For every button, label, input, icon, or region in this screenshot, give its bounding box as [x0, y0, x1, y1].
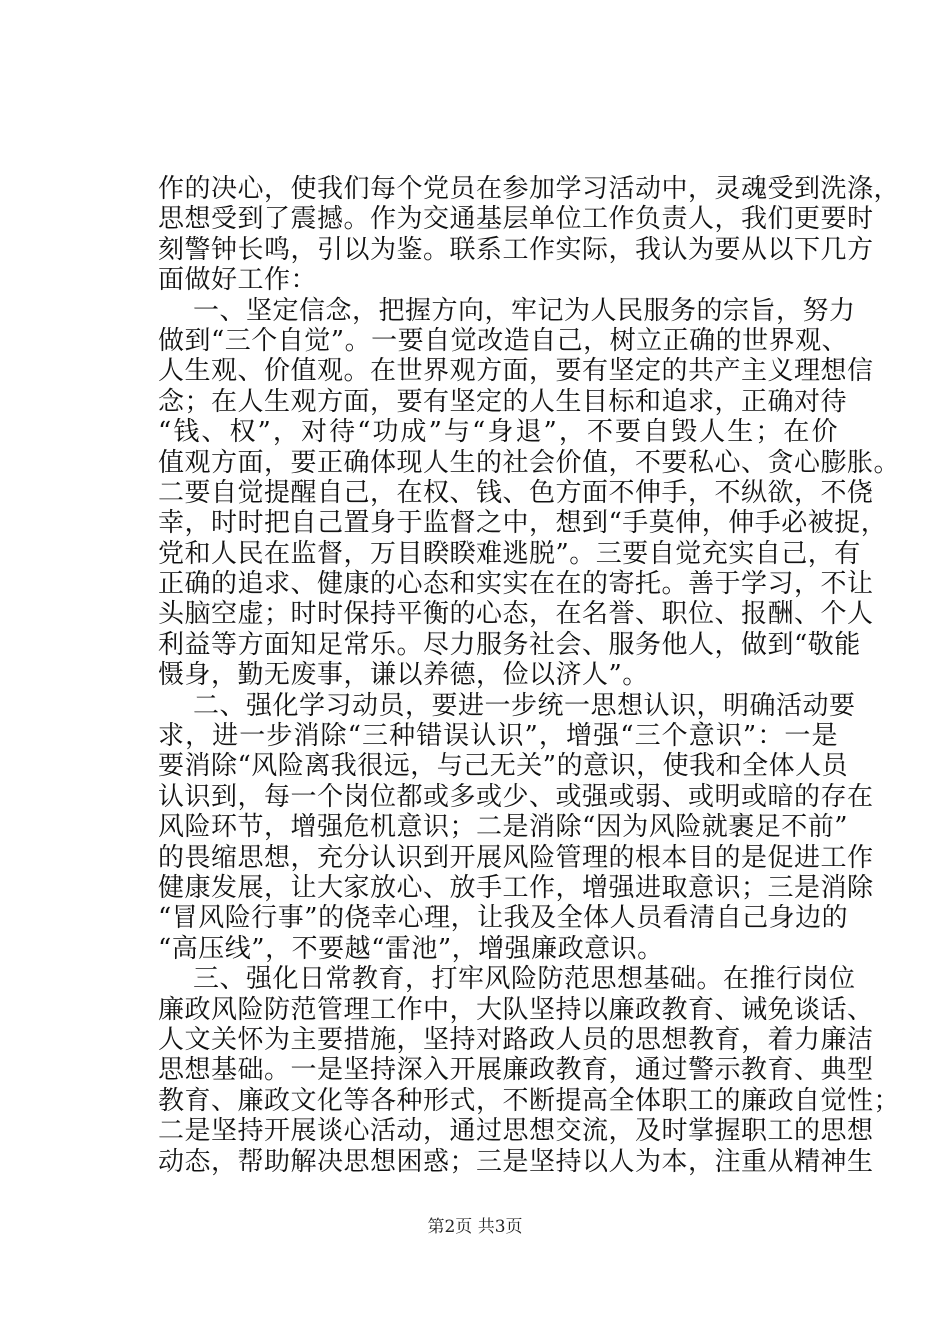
- text-line: 作的决心，使我们每个党员在参加学习活动中，灵魂受到洗涤，: [158, 174, 901, 204]
- text-line: 利益等方面知足常乐。尽力服务社会、服务他人，做到“敬能: [158, 629, 861, 660]
- text-line: 二是坚持开展谈心活动，通过思想交流，及时掌握职工的思想: [158, 1116, 874, 1147]
- text-line: 值观方面，要正确体现人生的社会价值，不要私心、贪心膨胀。: [158, 447, 901, 478]
- text-line: 思想受到了震撼。作为交通基层单位工作负责人，我们更要时: [158, 204, 874, 235]
- text-line: “高压线”，不要越“雷池”，增强廉政意识。: [158, 933, 664, 964]
- text-line: 求，进一步消除“三种错误认识”，增强“三个意识”：一是: [158, 721, 838, 752]
- text-line: 健康发展，让大家放心、放手工作，增强进取意识；三是消除: [158, 872, 874, 903]
- text-line: 要消除“风险离我很远，与己无关”的意识，使我和全体人员: [158, 751, 849, 782]
- text-line: 的畏缩思想，充分认识到开展风险管理的根本目的是促进工作: [158, 842, 874, 873]
- text-line: 教育、廉政文化等各种形式，不断提高全体职工的廉政自觉性；: [158, 1085, 901, 1116]
- text-line: 人文关怀为主要措施，坚持对路政人员的思想教育，着力廉洁: [158, 1024, 874, 1055]
- text-line: “冒风险行事”的侥幸心理，让我及全体人员看清自己身边的: [158, 903, 849, 934]
- text-line: 思想基础。一是坚持深入开展廉政教育，通过警示教育、典型: [158, 1055, 874, 1086]
- text-line: 廉政风险防范管理工作中，大队坚持以廉政教育、诫免谈话、: [158, 994, 874, 1025]
- text-line: 二、强化学习动员，要进一步统一思想认识，明确活动要: [158, 690, 856, 721]
- text-line: 认识到，每一个岗位都或多或少、或强或弱、或明或暗的存在: [158, 781, 874, 812]
- text-line: “钱、权”，对待“功成”与“身退”，不要自毁人生；在价: [158, 417, 838, 448]
- text-line: 三、强化日常教育，打牢风险防范思想基础。在推行岗位: [158, 964, 856, 995]
- page-number-label: 第2页 共3页: [427, 1217, 523, 1237]
- text-line: 正确的追求、健康的心态和实实在在的寄托。善于学习，不让: [158, 569, 874, 600]
- text-line: 党和人民在监督，万目睽睽难逃脱”。三要自觉充实自己，有: [158, 538, 861, 569]
- text-line: 头脑空虚；时时保持平衡的心态，在名誉、职位、报酬、个人: [158, 599, 874, 630]
- text-line: 风险环节，增强危机意识；二是消除“因为风险就裹足不前”: [158, 812, 849, 843]
- text-line: 人生观、价值观。在世界观方面，要有坚定的共产主义理想信: [158, 356, 874, 387]
- text-line: 刻警钟长鸣，引以为鉴。联系工作实际，我认为要从以下几方: [158, 234, 874, 265]
- text-line: 念；在人生观方面，要有坚定的人生目标和追求，正确对待: [158, 386, 848, 417]
- text-line: 一、坚定信念，把握方向，牢记为人民服务的宗旨，努力: [158, 295, 856, 326]
- text-line: 慑身，勤无废事，谦以养德，俭以济人”。: [158, 660, 649, 691]
- document-body: [158, 174, 901, 1177]
- text-line: 幸，时时把自己置身于监督之中，想到“手莫伸，伸手必被捉，: [158, 508, 888, 539]
- text-line: 做到“三个自觉”。一要自觉改造自己，树立正确的世界观、: [158, 325, 849, 356]
- text-line: 二要自觉提醒自己，在权、钱、色方面不伸手，不纵欲，不侥: [158, 477, 874, 508]
- text-line: 动态，帮助解决思想困惑；三是坚持以人为本，注重从精神生: [158, 1146, 874, 1177]
- text-line: 面做好工作：: [158, 265, 318, 296]
- page-footer: [0, 1216, 950, 1238]
